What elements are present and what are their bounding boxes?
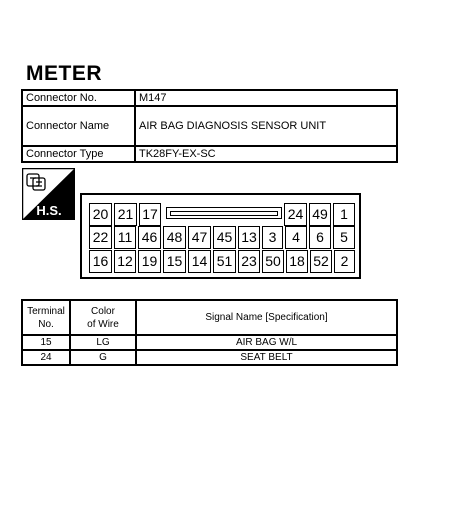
terminal-cell: 11 — [114, 226, 136, 249]
color-header-line1: Color — [91, 305, 115, 317]
terminal-cell: 16 — [89, 250, 112, 273]
terminal-cell: 23 — [238, 250, 260, 273]
signal-name: SEAT BELT — [136, 350, 397, 365]
terminal-cell: 22 — [89, 226, 112, 249]
wire-color: G — [70, 350, 136, 365]
info-key: Connector Type — [22, 146, 135, 162]
info-value: M147 — [135, 90, 397, 106]
terminal-cell: 45 — [213, 226, 236, 249]
terminal-cell: 18 — [286, 250, 308, 273]
info-row — [22, 146, 397, 162]
terminal-cell: 12 — [114, 250, 136, 273]
info-row — [22, 90, 397, 106]
terminal-cell: 51 — [213, 250, 236, 273]
terminal-header — [22, 300, 70, 335]
signal-name: AIR BAG W/L — [136, 335, 397, 350]
terminal-cell: 52 — [310, 250, 332, 273]
terminal-cell: 5 — [333, 226, 355, 249]
terminal-no: 15 — [22, 335, 70, 350]
connector-latch — [166, 207, 282, 219]
table-row — [22, 350, 397, 365]
hs-label: H.S. — [36, 203, 62, 218]
terminal-header-line2: No. — [38, 318, 54, 330]
terminal-cell: 48 — [163, 226, 186, 249]
terminal-cell: 50 — [262, 250, 284, 273]
harness-side-icon — [22, 168, 75, 220]
terminal-cell: 14 — [188, 250, 211, 273]
color-header-line2: of Wire — [87, 318, 119, 330]
terminal-cell: 47 — [188, 226, 211, 249]
info-key: Connector Name — [22, 106, 135, 146]
terminal-cell: 6 — [309, 226, 331, 249]
latch-slot — [170, 211, 278, 216]
terminal-no: 24 — [22, 350, 70, 365]
terminal-cell: 19 — [138, 250, 161, 273]
terminal-cell: 49 — [309, 203, 331, 226]
terminal-cell: 24 — [284, 203, 307, 226]
terminal-cell: 15 — [163, 250, 186, 273]
terminal-cell: 17 — [139, 203, 161, 226]
terminal-cell: 3 — [262, 226, 283, 249]
terminal-cell: 4 — [285, 226, 307, 249]
page-title: METER — [26, 62, 102, 85]
info-value: AIR BAG DIAGNOSIS SENSOR UNIT — [135, 106, 397, 146]
terminal-cell: 1 — [333, 203, 355, 226]
terminal-cell: 46 — [138, 226, 161, 249]
signal-header-row — [22, 300, 397, 335]
info-key: Connector No. — [22, 90, 135, 106]
terminal-cell: 13 — [238, 226, 260, 249]
terminal-header-line1: Terminal — [27, 305, 65, 317]
terminal-cell: 20 — [89, 203, 112, 226]
connector-info-table — [21, 89, 398, 163]
terminal-cell: 2 — [334, 250, 355, 273]
connector-face — [80, 193, 361, 279]
signal-name-header: Signal Name [Specification] — [136, 300, 397, 335]
signal-table — [21, 299, 398, 366]
table-row — [22, 335, 397, 350]
info-row — [22, 106, 397, 146]
info-value: TK28FY-EX-SC — [135, 146, 397, 162]
terminal-cell: 21 — [114, 203, 137, 226]
wire-color: LG — [70, 335, 136, 350]
color-header — [70, 300, 136, 335]
